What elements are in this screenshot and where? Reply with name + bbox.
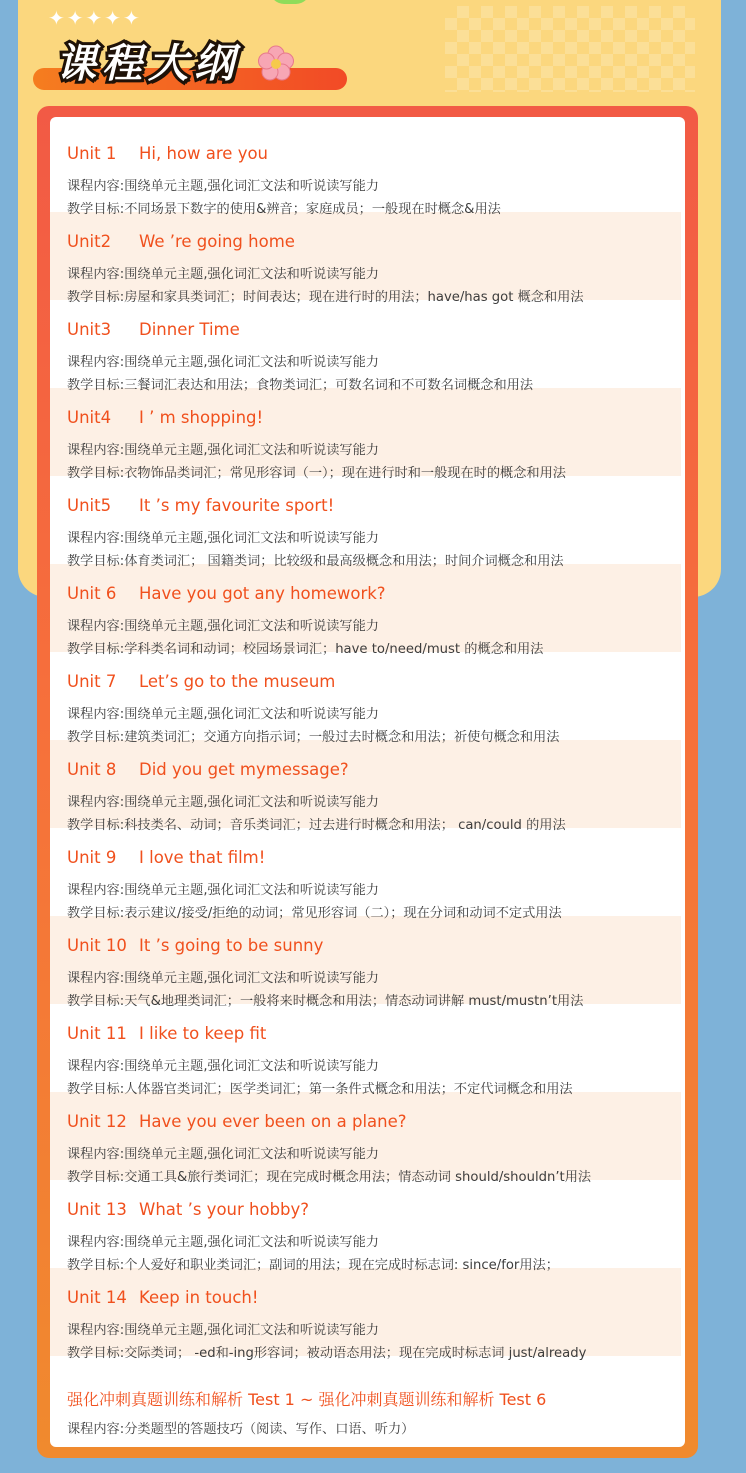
unit-heading [67,320,240,339]
unit-row [50,916,681,1009]
unit-content: 课程内容:围绕单元主题,强化词汇文法和听说读写能力 [67,707,379,722]
unit-title: Have you ever been on a plane? [139,1112,407,1131]
unit-heading [67,1200,309,1219]
unit-goal: 教学目标:衣物饰品类词汇；常见形容词（一）；现在进行时和一般现在时的概念和用法 [67,466,566,481]
unit-content: 课程内容:围绕单元主题,强化词汇文法和听说读写能力 [67,795,379,810]
unit-number: Unit 7 [67,672,117,691]
unit-number: Unit 8 [67,760,117,779]
unit-title: I like to keep fit [139,1024,267,1043]
unit-title: It ’s going to be sunny [139,936,324,955]
unit-number: Unit 11 [67,1024,127,1043]
unit-content: 课程内容:围绕单元主题,强化词汇文法和听说读写能力 [67,179,379,194]
unit-row [50,828,681,921]
unit-goal: 教学目标:学科类名词和动词；校园场景词汇；have to/need/must 的概念和用法 [67,642,544,657]
unit-title: Have you got any homework? [139,584,386,603]
unit-number: Unit5 [67,496,112,515]
unit-row [50,1004,681,1097]
unit-title: I love that film! [139,848,266,867]
unit-heading [67,496,334,515]
syllabus-card [50,117,685,1447]
unit-row [50,1092,681,1185]
unit-content: 课程内容:围绕单元主题,强化词汇文法和听说读写能力 [67,1059,379,1074]
unit-heading [67,1112,407,1131]
unit-goal: 教学目标:个人爱好和职业类词汇；副词的用法；现在完成时标志词: since/for用法； [67,1258,559,1273]
unit-goal: 教学目标:交通工具&旅行类词汇；现在完成时概念用法；情态动词 should/shouldn’t用法 [67,1170,592,1185]
unit-content: 课程内容:围绕单元主题,强化词汇文法和听说读写能力 [67,619,379,634]
unit-heading [67,936,323,955]
unit-title: We ’re going home [139,232,295,251]
unit-row [50,388,681,481]
unit-title: Dinner Time [139,320,240,339]
unit-title: What ’s your hobby? [139,1200,310,1219]
unit-title: I ’ m shopping! [139,408,264,427]
unit-row [50,300,681,393]
unit-row [50,564,681,657]
unit-title: Did you get mymessage? [139,760,349,779]
unit-content: 课程内容:围绕单元主题,强化词汇文法和听说读写能力 [67,883,379,898]
unit-row [50,124,681,217]
final-title: 强化冲刺真题训练和解析 Test 1 ~ 强化冲刺真题训练和解析 Test 6 [67,1390,547,1409]
unit-heading [67,584,386,603]
checker-pattern [445,6,695,92]
unit-title: Let’s go to the museum [139,672,336,691]
unit-content: 课程内容:围绕单元主题,强化词汇文法和听说读写能力 [67,267,379,282]
unit-row [50,476,681,569]
unit-row [50,740,681,833]
unit-goal: 教学目标:房屋和家具类词汇；时间表达；现在进行时的用法；have/has got 概念和用法 [67,290,584,305]
unit-row [50,212,681,305]
unit-content: 课程内容:围绕单元主题,强化词汇文法和听说读写能力 [67,1235,379,1250]
unit-heading [67,672,335,691]
unit-goal: 教学目标:人体器官类词汇；医学类词汇；第一条件式概念和用法；不定代词概念和用法 [67,1082,573,1097]
unit-heading [67,1024,266,1043]
unit-content: 课程内容:围绕单元主题,强化词汇文法和听说读写能力 [67,971,379,986]
unit-number: Unit2 [67,232,112,251]
unit-row [50,652,681,745]
unit-goal: 教学目标:建筑类词汇；交通方向指示词；一般过去时概念和用法；祈使句概念和用法 [67,730,560,745]
page-title: 课程大纲 [56,41,240,87]
unit-content: 课程内容:围绕单元主题,强化词汇文法和听说读写能力 [67,355,379,370]
unit-number: Unit 6 [67,584,117,603]
unit-number: Unit 9 [67,848,117,867]
unit-number: Unit 1 [67,144,117,163]
unit-number: Unit 10 [67,936,127,955]
final-section [50,1381,681,1447]
unit-row [50,1180,681,1273]
unit-goal: 教学目标:不同场景下数字的使用&辨音；家庭成员；一般现在时概念&用法 [67,202,501,217]
unit-number: Unit4 [67,408,112,427]
unit-goal: 教学目标:体育类词汇； 国籍类词；比较级和最高级概念和用法；时间介词概念和用法 [67,554,564,569]
sparkle-icon: ✦✦✦✦✦ [48,6,142,30]
unit-content: 课程内容:围绕单元主题,强化词汇文法和听说读写能力 [67,1147,379,1162]
unit-heading [67,144,268,163]
unit-number: Unit 12 [67,1112,127,1131]
unit-number: Unit3 [67,320,112,339]
flower-icon [256,44,296,84]
unit-goal: 教学目标:交际类词； -ed和-ing形容词；被动语态用法；现在完成时标志词 just/already [67,1346,587,1361]
final-content: 课程内容:分类题型的答题技巧（阅读、写作、口语、听力） [67,1422,415,1437]
unit-goal: 教学目标:天气&地理类词汇；一般将来时概念和用法；情态动词讲解 must/mustn’t用法 [67,994,584,1009]
unit-title: It ’s my favourite sport! [139,496,335,515]
unit-goal: 教学目标:三餐词汇表达和用法；食物类词汇；可数名词和不可数名词概念和用法 [67,378,534,393]
unit-heading [67,848,265,867]
unit-goal: 教学目标:表示建议/接受/拒绝的动词；常见形容词（二）；现在分词和动词不定式用法 [67,906,562,921]
unit-heading [67,760,349,779]
unit-heading [67,1288,258,1307]
unit-heading [67,408,263,427]
unit-heading [67,232,295,251]
unit-title: Keep in touch! [139,1288,259,1307]
unit-content: 课程内容:围绕单元主题,强化词汇文法和听说读写能力 [67,531,379,546]
unit-row [50,1268,681,1361]
unit-number: Unit 13 [67,1200,127,1219]
unit-goal: 教学目标:科技类名、动词；音乐类词汇；过去进行时概念和用法； can/could 的用法 [67,818,566,833]
unit-title: Hi, how are you [139,144,269,163]
unit-content: 课程内容:围绕单元主题,强化词汇文法和听说读写能力 [67,443,379,458]
unit-content: 课程内容:围绕单元主题,强化词汇文法和听说读写能力 [67,1323,379,1338]
unit-number: Unit 14 [67,1288,127,1307]
